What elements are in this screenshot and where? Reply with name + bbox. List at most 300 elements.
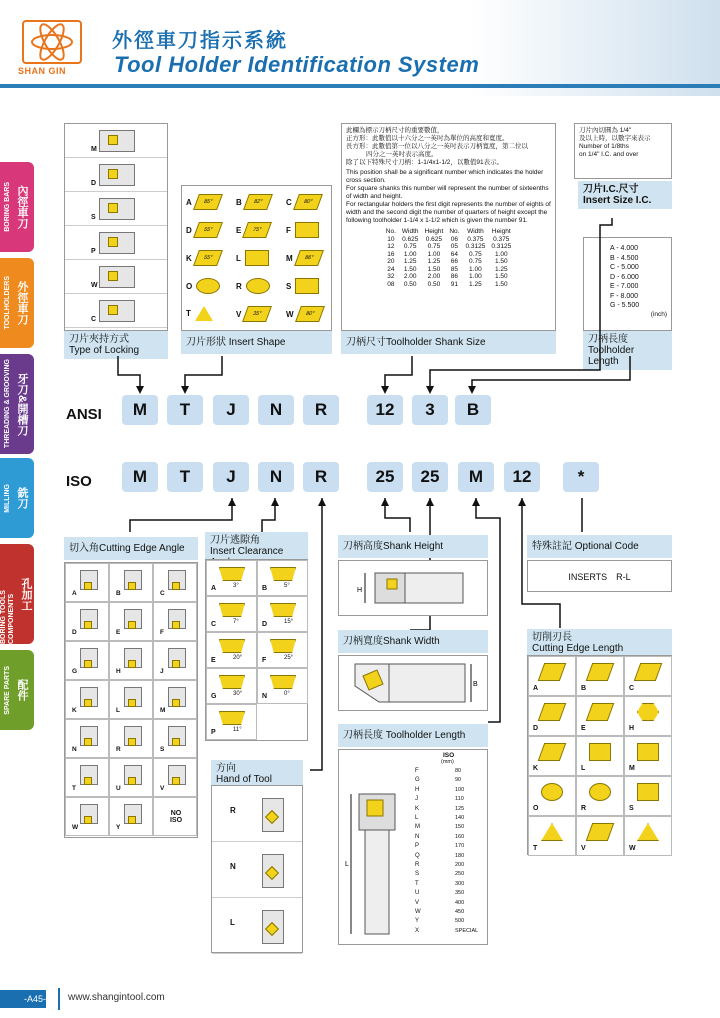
shank-table-head-cell: Width [467, 228, 484, 235]
optional-caption: 特殊註記 Optional Code [527, 535, 672, 558]
shank-table-cell: 06 [450, 235, 458, 243]
hand-item [212, 898, 302, 954]
iso-code-box: M [458, 462, 494, 492]
brand-name: SHAN GIN [18, 66, 67, 76]
cel-letter: T [533, 845, 538, 852]
insert-shape-letter: M [286, 253, 293, 263]
ic-text-3: Number of 1/8ths [579, 143, 629, 150]
shank-table-head-cell: Width [401, 228, 419, 235]
cea-letter: A [72, 590, 77, 597]
shank-table-cell: 0.75 [427, 243, 441, 250]
clearance-letter: C [211, 621, 217, 628]
shank-text-p2: For square shanks this number will represent the number of sixteenths of width and height. [346, 185, 549, 200]
insert-shape-letter: B [236, 197, 242, 207]
cea-letter: T [72, 785, 76, 792]
iso-length-letter: P [415, 843, 420, 850]
iso-length-letter: H [415, 786, 420, 793]
cea-panel [64, 562, 198, 838]
iso-length-value: 450 [455, 909, 465, 915]
cel-letter: S [629, 805, 634, 812]
cel-item [624, 656, 672, 696]
clearance-caption-cn: 刀片逃隙角 [210, 535, 260, 546]
shank-table-cell: 2.00 [427, 273, 441, 280]
cea-item [153, 641, 197, 680]
cea-insert-icon [128, 699, 136, 707]
shank-table-head-cell: No. [385, 228, 396, 235]
iso-length-row [409, 834, 479, 843]
insert-shape-letter: T [186, 309, 191, 318]
cea-letter: V [160, 785, 165, 792]
ic-caption-cn: 刀片I.C.尺寸 [583, 184, 639, 195]
hand-letter: R [230, 806, 236, 815]
iso-length-letter: R [415, 862, 420, 868]
iso-length-row [409, 787, 479, 796]
cea-insert-icon [172, 738, 180, 746]
shank-table-cell: 24 [387, 265, 395, 273]
clearance-angle: 25° [284, 655, 294, 661]
cel-letter: K [533, 765, 539, 772]
cel-letter: A [533, 685, 539, 692]
insert-shape-icon: 35° [242, 306, 272, 322]
ic-caption-en: Insert Size I.C. [583, 195, 652, 206]
cea-letter: M [160, 707, 166, 714]
cea-insert-icon [128, 738, 136, 746]
locking-letter: C [91, 316, 97, 323]
cel-letter: L [581, 765, 586, 772]
side-tab-label-cn: 外徑車刀 [16, 281, 28, 325]
clearance-item [206, 596, 257, 632]
cea-letter: U [116, 785, 121, 792]
hand-letter: L [230, 918, 235, 927]
cel-letter: R [581, 805, 587, 812]
iso-length-letter: T [415, 880, 419, 887]
cea-insert-icon [172, 660, 180, 668]
iso-length-row [409, 871, 479, 880]
cea-item [65, 797, 109, 836]
iso-length-row [409, 900, 479, 909]
iso-length-letter: J [415, 796, 418, 803]
cea-insert-icon [84, 621, 92, 629]
shank-table-cell: 05 [450, 243, 458, 250]
hand-caption [211, 760, 303, 788]
cea-item [153, 758, 197, 797]
cea-insert-icon [84, 582, 92, 590]
cel-letter: C [629, 685, 635, 692]
tl-length-caption: 刀柄長度 Toolholder Length [338, 724, 488, 747]
shank-table-cell: 1.50 [494, 280, 508, 288]
iso-length-row [409, 918, 479, 927]
iso-length-value: 150 [455, 824, 465, 831]
shank-table-cell: 1.00 [427, 250, 441, 258]
cea-insert-icon [172, 582, 180, 590]
cea-item [109, 680, 153, 719]
cea-item [65, 680, 109, 719]
cea-item [109, 719, 153, 758]
shank-text-cn5: 除了以下特殊尺寸刀柄：1-1/4x1-1/2，以數值91表示。 [346, 159, 504, 166]
shank-height-drawing [339, 561, 487, 615]
cel-letter: O [533, 805, 539, 812]
cel-letter: V [581, 845, 586, 852]
cel-item [576, 736, 624, 776]
side-tab-label-cn: 內徑車刀 [16, 185, 28, 229]
cea-insert-icon [128, 621, 136, 629]
ic-text-4: on 1/4" I.C. and over [579, 151, 639, 158]
cea-letter: Y [116, 824, 121, 831]
shank-table-cell: 1.50 [494, 273, 508, 280]
iso-length-row [409, 890, 479, 899]
cea-insert-icon [84, 816, 92, 824]
clearance-insert-icon [219, 567, 245, 581]
length-item: G - 5.500 [610, 302, 640, 309]
cel-insert-icon [637, 743, 659, 761]
shank-table-cell: 1.25 [427, 258, 441, 265]
insert-shape-caption: 刀片形狀 Insert Shape [181, 331, 332, 354]
shank-width-caption: 刀柄寬度Shank Width [338, 630, 488, 653]
iso-length-value: 350 [455, 890, 465, 897]
insert-shape-letter: E [236, 225, 242, 235]
shank-table-cell: 0.625 [425, 235, 443, 243]
cea-item [65, 563, 109, 602]
insert-shape-letter: L [236, 253, 241, 263]
clearance-letter: P [211, 729, 216, 736]
iso-length-value: 100 [455, 786, 465, 793]
cea-letter: R [116, 746, 121, 753]
ansi-code-box: 3 [412, 395, 448, 425]
cea-insert-icon [84, 699, 92, 707]
iso-length-value: 300 [455, 880, 465, 887]
page-title-en: Tool Holder Identification System [114, 52, 480, 77]
cea-item [109, 797, 153, 836]
hand-item [212, 842, 302, 898]
clearance-insert-icon [270, 675, 296, 689]
insert-shape-icon: 85° [193, 194, 223, 210]
cel-insert-icon [541, 823, 563, 841]
shank-table-cell: 0.75 [469, 258, 482, 265]
insert-shape-icon: 80° [293, 194, 323, 210]
cel-insert-icon [538, 663, 567, 681]
clearance-item [257, 668, 308, 704]
iso-length-unit: (mm) [441, 759, 454, 765]
insert-shape-icon: 75° [242, 222, 272, 238]
iso-length-row [409, 806, 479, 815]
shank-table-cell: 0.50 [403, 280, 417, 288]
cel-letter: H [629, 725, 635, 732]
ansi-label: ANSI [66, 406, 102, 423]
iso-length-row [409, 824, 479, 833]
insert-shape-icon: 86° [294, 250, 324, 266]
shank-table-cell: 1.50 [494, 258, 508, 265]
shank-table-cell: 2.00 [403, 273, 417, 280]
shank-height-caption: 刀柄高度Shank Height [338, 535, 488, 558]
cea-item [153, 797, 197, 836]
clearance-item [206, 560, 257, 596]
locking-caption-en: Type of Locking [69, 345, 140, 356]
cea-item [109, 563, 153, 602]
iso-length-letter: W [415, 909, 421, 915]
locking-letter: M [91, 146, 97, 153]
cea-letter: E [116, 629, 121, 636]
cel-item [528, 696, 576, 736]
shank-table-cell: 08 [387, 280, 395, 288]
length-item: F - 8.000 [610, 292, 639, 300]
insert-shape-letter: A [186, 197, 192, 207]
shank-text-p1: This position shall be a significant number which indicates the holder cross section. [346, 169, 544, 184]
shank-table-cell: 16 [387, 250, 395, 258]
clearance-panel [205, 559, 308, 741]
shank-table-cell: 0.50 [427, 280, 441, 288]
shank-table-cell: 0.3125 [465, 243, 486, 250]
iso-length-letter: X [415, 927, 420, 934]
ansi-code-box: J [213, 395, 249, 425]
clearance-item [206, 704, 257, 740]
shank-table-cell: 1.25 [469, 280, 482, 288]
cea-insert-icon [128, 582, 136, 590]
length-item: E - 7.000 [610, 283, 639, 290]
shank-text-cn2: 正方形：此數值以十六分之一英吋為單位的高度和寬度。 [346, 135, 509, 142]
iso-length-row [409, 853, 479, 862]
shank-width-drawing [339, 656, 487, 710]
clearance-letter: A [211, 585, 217, 592]
cel-insert-icon [637, 823, 659, 841]
cel-item [624, 816, 672, 856]
clearance-letter: B [262, 585, 268, 592]
insert-shape-letter: F [286, 225, 291, 235]
cel-item [576, 776, 624, 816]
clearance-caption-en: Insert Clearance [210, 546, 284, 557]
clearance-insert-icon [219, 711, 245, 725]
iso-length-letter: G [415, 777, 420, 784]
svg-text:L: L [345, 861, 349, 868]
shank-table-cell: 1.00 [403, 250, 417, 258]
cel-insert-icon [538, 703, 567, 721]
cea-insert-icon [128, 660, 136, 668]
iso-length-value: 180 [455, 852, 465, 859]
ansi-code-box: 12 [367, 395, 403, 425]
iso-length-row [409, 928, 479, 937]
website-link[interactable]: www.shangintool.com [68, 992, 165, 1003]
shank-table-cell: 85 [450, 265, 458, 273]
cel-letter: E [581, 725, 586, 732]
iso-length-row [409, 862, 479, 871]
cea-letter: J [160, 668, 164, 675]
shank-table-cell: 1.50 [403, 265, 417, 273]
cel-insert-icon [589, 743, 611, 761]
shank-text-cn4: 四分之一英吋表示高度。 [366, 151, 438, 158]
ansi-code-box: N [258, 395, 294, 425]
length-caption-en: Toolholder Length [588, 345, 635, 367]
clearance-insert-icon [270, 603, 296, 617]
hand-panel [211, 785, 303, 953]
side-tab-label-en: THREADING & GROOVING [4, 359, 11, 449]
clearance-item [257, 632, 308, 668]
cea-item [153, 719, 197, 758]
clearance-item [206, 632, 257, 668]
shank-table-cell: 91 [450, 280, 458, 288]
length-unit: (inch) [650, 310, 667, 318]
iso-length-letter: F [415, 768, 419, 774]
insert-shape-icon: 55° [193, 250, 223, 266]
iso-length-letter: M [415, 824, 420, 831]
cel-letter: W [629, 845, 636, 852]
shank-table-cell: 1.00 [494, 250, 508, 258]
clearance-letter: D [262, 621, 268, 628]
cel-item [528, 656, 576, 696]
cea-letter: D [72, 629, 77, 636]
cea-item [109, 641, 153, 680]
cel-item [528, 776, 576, 816]
shank-table-cell: 86 [450, 273, 458, 280]
clearance-angle: 30° [233, 691, 243, 697]
locking-letter: P [91, 248, 96, 255]
clearance-item [257, 596, 308, 632]
cel-insert-icon [637, 783, 659, 801]
shank-size-caption: 刀柄尺寸Toolholder Shank Size [341, 331, 556, 354]
cea-item [65, 719, 109, 758]
shank-table-cell: 0.75 [469, 250, 482, 258]
cel-caption [527, 629, 672, 657]
shank-table-head-cell: No. [449, 228, 460, 235]
hand-caption-cn: 方向 [216, 763, 236, 774]
iso-length-letter: U [415, 890, 420, 897]
cel-caption-en: Cutting Edge Length [532, 643, 624, 654]
clearance-angle: 7° [233, 619, 239, 625]
cea-letter: B [116, 590, 121, 597]
clearance-letter: F [262, 657, 267, 664]
ic-text-1: 刀片內切圓為 1/4" [579, 127, 632, 134]
side-tab-label-en: BORING TOOLS COMPONENTS [0, 590, 15, 644]
iso-length-letter: L [415, 815, 419, 821]
optional-panel [527, 560, 672, 592]
length-item: A - 4.000 [610, 245, 639, 252]
side-tab-label-en: MILLING [4, 483, 11, 513]
iso-code-box: N [258, 462, 294, 492]
cel-insert-icon [586, 703, 615, 721]
cea-letter: W [72, 824, 79, 831]
shank-table-cell: 0.375 [467, 235, 484, 243]
ansi-code-box: T [167, 395, 203, 425]
cea-letter: N [72, 746, 77, 753]
cea-letter: C [160, 590, 165, 597]
iso-length-letter: Y [415, 918, 420, 925]
iso-label: ISO [66, 473, 92, 490]
insert-shape-letter: V [236, 309, 242, 319]
cel-caption-cn: 切削刃長 [532, 632, 572, 643]
locking-caption-cn: 刀片夾持方式 [69, 334, 129, 345]
insert-shape-letter: K [186, 253, 192, 263]
cea-item [153, 563, 197, 602]
side-tab-label-en: SPARE PARTS [4, 665, 11, 715]
iso-length-value: 500 [455, 918, 465, 925]
iso-code-box: * [563, 462, 599, 492]
hand-letter: N [230, 862, 236, 871]
cea-item [109, 758, 153, 797]
cel-letter: D [533, 725, 539, 732]
cea-no-iso: NO ISO [169, 810, 183, 824]
cea-item [153, 680, 197, 719]
side-tab-label-cn: 配件 [16, 679, 28, 701]
iso-length-value: 160 [455, 833, 465, 840]
footer-divider [58, 988, 60, 1010]
iso-length-value: 125 [455, 805, 465, 812]
tl-length-panel [338, 749, 488, 945]
iso-length-value: 80 [455, 768, 462, 774]
cea-insert-icon [128, 777, 136, 785]
iso-length-header: ISO [443, 752, 455, 759]
hand-caption-en: Hand of Tool [216, 774, 272, 785]
iso-length-letter: S [415, 871, 420, 878]
clearance-item [257, 560, 308, 596]
shank-table-cell: 66 [450, 258, 458, 265]
shank-height-panel [338, 560, 488, 616]
ic-text-2: 及以上時，以數字來表示 [579, 135, 651, 142]
cel-insert-icon [634, 663, 663, 681]
insert-shape-letter: W [286, 309, 294, 319]
clearance-angle: 0° [284, 691, 290, 697]
cea-item [109, 602, 153, 641]
insert-shape-letter: R [236, 281, 242, 291]
iso-length-letter: Q [415, 852, 420, 859]
clearance-insert-icon [219, 603, 245, 617]
insert-shape-letter: O [186, 281, 193, 291]
page-number: -A45- [24, 994, 47, 1004]
iso-length-value: 200 [455, 862, 465, 868]
clearance-letter: G [211, 693, 217, 700]
iso-length-row [409, 881, 479, 890]
clearance-letter: N [262, 693, 268, 700]
clearance-insert-icon [219, 675, 245, 689]
cea-insert-icon [172, 777, 180, 785]
cel-letter: M [629, 765, 635, 772]
ansi-code-box: M [122, 395, 158, 425]
insert-shape-letter: S [286, 281, 292, 291]
shank-table-cell: 0.375 [493, 235, 510, 243]
iso-length-row [409, 909, 479, 918]
shank-table-cell: 1.50 [427, 265, 441, 273]
cel-item [576, 816, 624, 856]
page-title-cn: 外徑車刀指示系統 [112, 30, 288, 52]
cea-letter: S [160, 746, 165, 753]
cel-insert-icon [541, 783, 563, 801]
clearance-insert-icon [270, 639, 296, 653]
cea-insert-icon [84, 660, 92, 668]
shank-text-p3: For rectangular holders the first digit represents the number of eights of width and the second digit the number of quarters of height except the following toolholder 1-1/4 x 1-1/2 which is given the number 91. [346, 201, 551, 224]
iso-length-letter: V [415, 899, 420, 906]
clearance-angle: 5° [284, 583, 290, 589]
shank-table-head-cell: Height [424, 228, 444, 235]
cea-item [65, 641, 109, 680]
shank-table-cell: 0.75 [403, 243, 417, 250]
ansi-code-box: R [303, 395, 339, 425]
insert-shape-icon: 80° [295, 306, 325, 322]
cea-insert-icon [172, 699, 180, 707]
shank-width-panel [338, 655, 488, 711]
iso-code-box: 25 [367, 462, 403, 492]
clearance-angle: 3° [233, 583, 239, 589]
length-item: D - 6.000 [610, 273, 639, 281]
cea-letter: L [116, 707, 120, 714]
cel-letter: B [581, 685, 587, 692]
side-tab-label-cn: 銑刀 [16, 487, 28, 509]
shank-table-cell: 20 [387, 258, 395, 265]
cel-item [528, 816, 576, 856]
cel-item [624, 736, 672, 776]
iso-length-row [409, 768, 479, 777]
cea-insert-icon [84, 738, 92, 746]
cel-panel [527, 655, 672, 855]
iso-length-row [409, 815, 479, 824]
cel-insert-icon [538, 743, 567, 761]
locking-letter: D [91, 180, 97, 187]
